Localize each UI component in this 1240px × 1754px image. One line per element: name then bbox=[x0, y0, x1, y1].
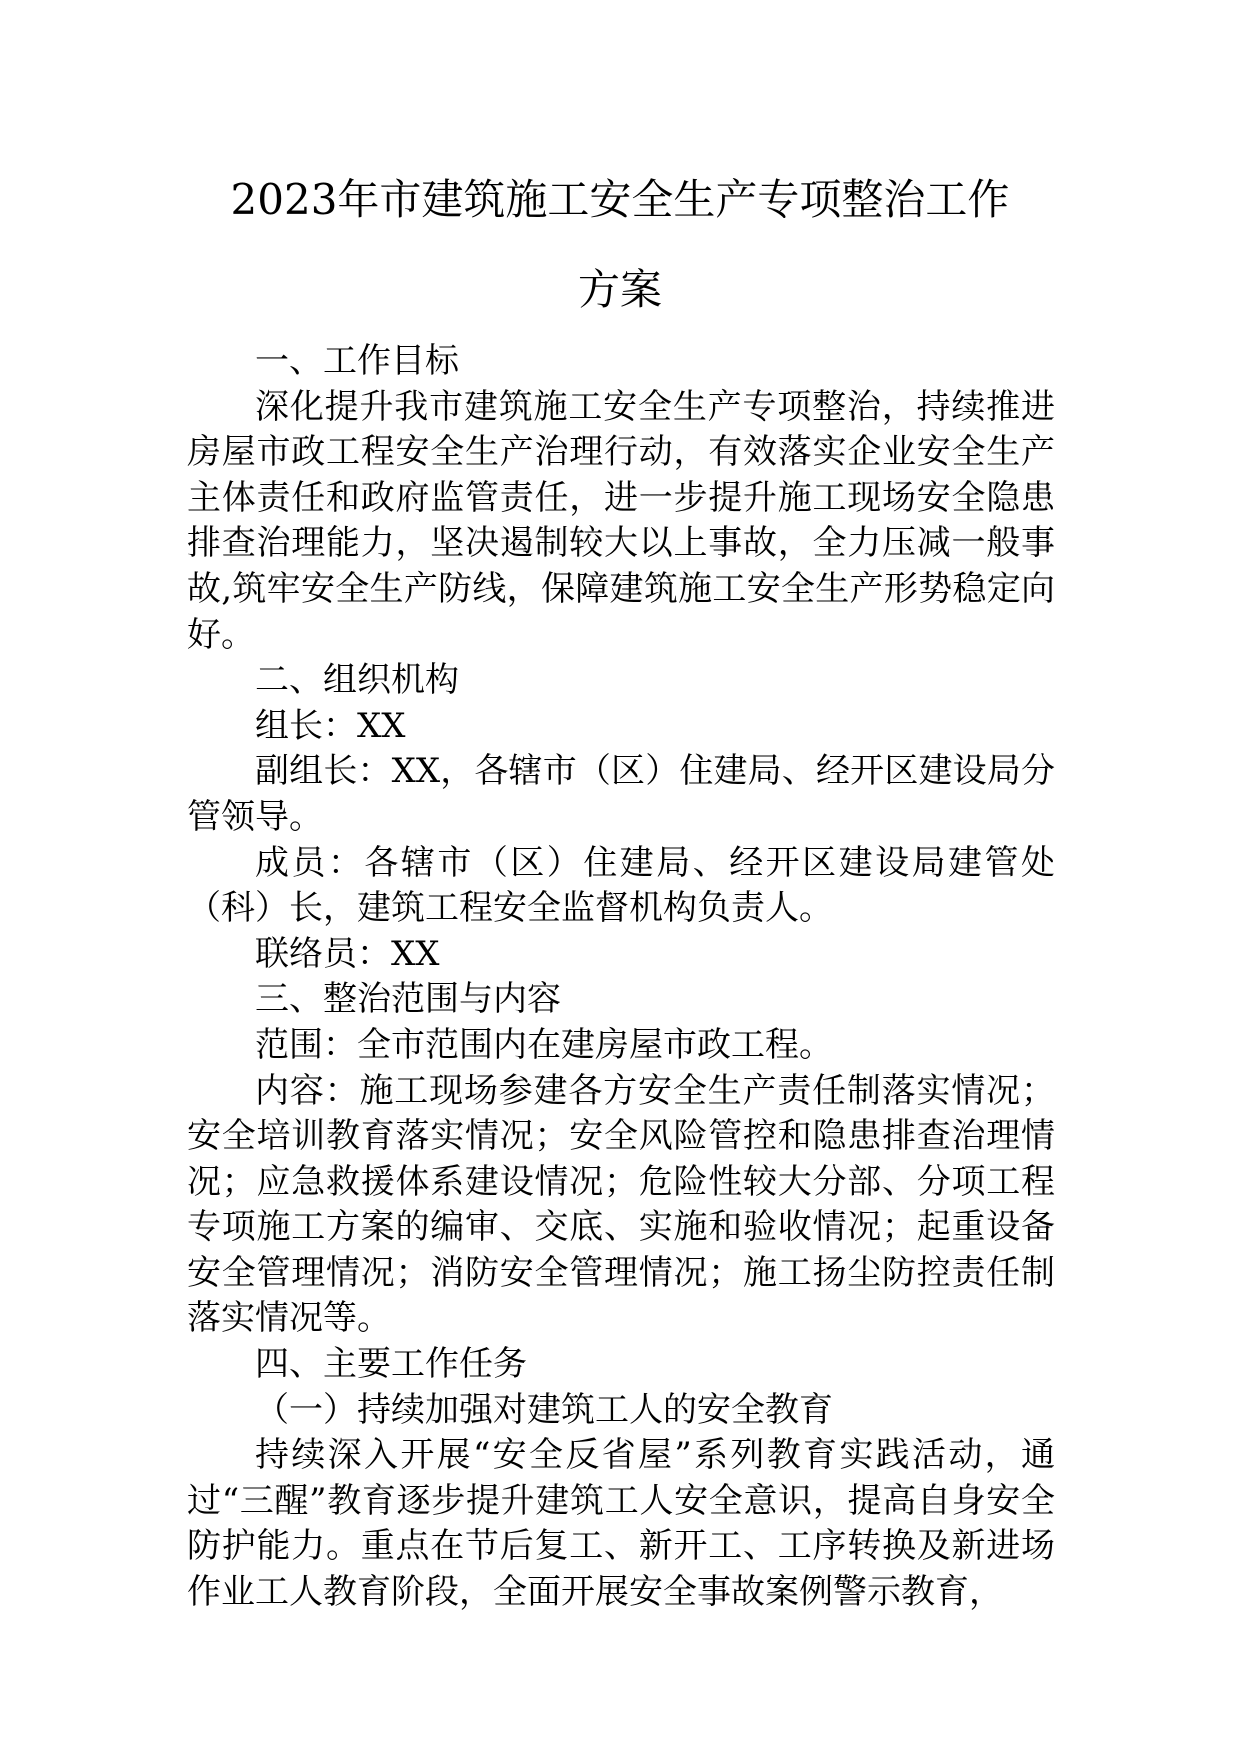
paragraph-liaison: 联络员：XX bbox=[255, 933, 440, 974]
paragraph-scope: 范围：全市范围内在建房屋市政工程。 bbox=[255, 1024, 833, 1065]
section-heading-organization: 二、组织机构 bbox=[255, 660, 459, 701]
paragraph-deputy-leader: 副组长：XX，各辖市（区）住建局、经开区建设局分管领导。 bbox=[187, 751, 1055, 837]
section-heading-scope: 三、整治范围与内容 bbox=[255, 979, 561, 1020]
paragraph-content: 内容：施工现场参建各方安全生产责任制落实情况；安全培训教育落实情况；安全风险管控和隐患排查治理情况；应急救援体系建设情况；危险性较大分部、分项工程专项施工方案的编审、交底、实施和验收情况；起重设备安全管理情况；消防安全管理情况；施工扬尘防控责任制落实情况等。 bbox=[187, 1070, 1055, 1339]
section-heading-goals: 一、工作目标 bbox=[255, 341, 459, 381]
paragraph-worker-education: 持续深入开展“安全反省屋”系列教育实践活动，通过“三醒”教育逐步提升建筑工人安全意识，提高自身安全防护能力。重点在节后复工、新开工、工序转换及新进场作业工人教育阶段，全面开展安全事故案例警示教育， bbox=[187, 1435, 1055, 1613]
document-body bbox=[187, 339, 1055, 1616]
subsection-heading-worker-education: （一）持续加强对建筑工人的安全教育 bbox=[255, 1389, 833, 1430]
document-title-line-1: 2023年市建筑施工安全生产专项整治工作 bbox=[230, 175, 1010, 224]
paragraph-goals: 深化提升我市建筑施工安全生产专项整治，持续推进房屋市政工程安全生产治理行动，有效落实企业安全生产主体责任和政府监管责任，进一步提升施工现场安全隐患排查治理能力，坚决遏制较大以上事故，全力压减一般事故,筑牢安全生产防线，保障建筑施工安全生产形势稳定向好。 bbox=[187, 386, 1055, 655]
section-heading-tasks: 四、主要工作任务 bbox=[255, 1344, 527, 1385]
paragraph-members: 成员：各辖市（区）住建局、经开区建设局建管处（科）长，建筑工程安全监督机构负责人。 bbox=[187, 842, 1055, 929]
paragraph-leader: 组长：XX bbox=[255, 705, 406, 746]
document-title-line-2: 方案 bbox=[577, 265, 662, 314]
